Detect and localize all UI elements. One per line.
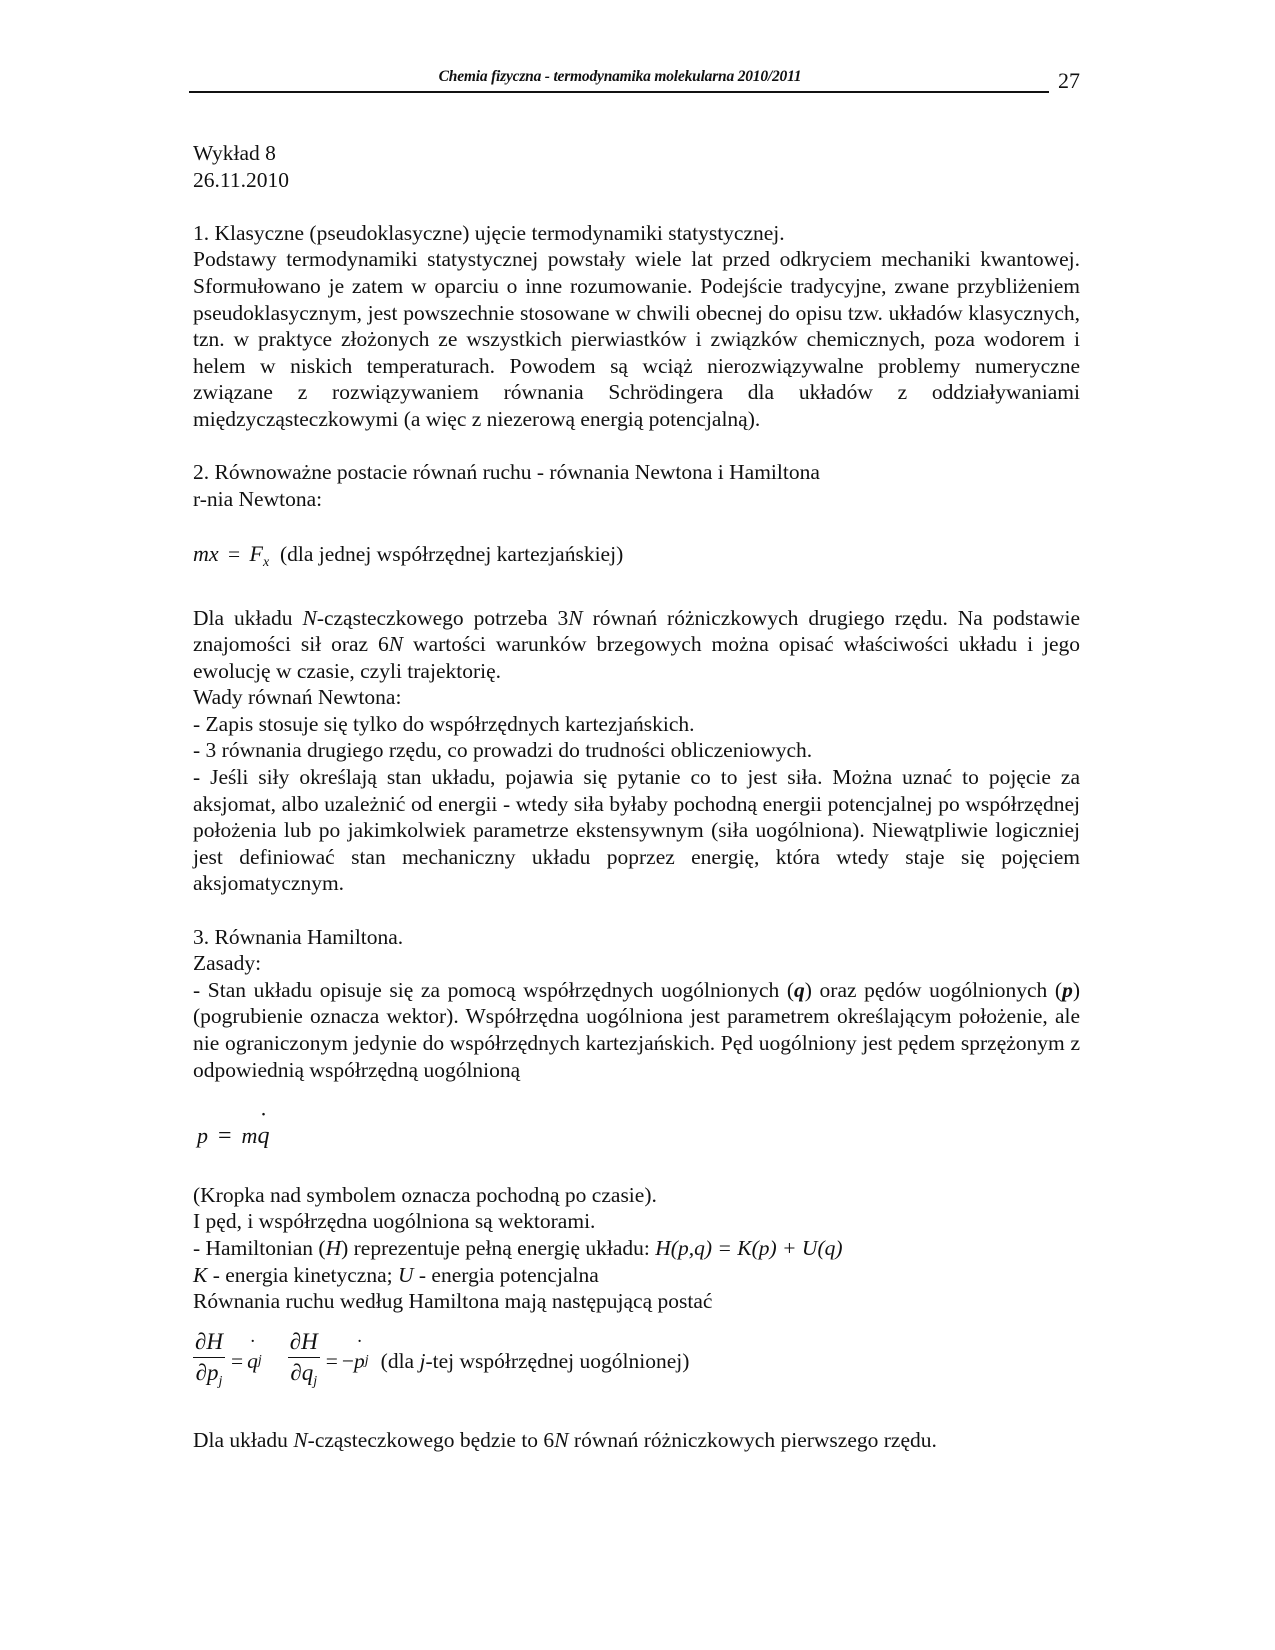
closing-sentence: Dla układu N-cząsteczkowego będzie to 6N równań różniczkowych pierwszego rzędu. <box>193 1427 937 1452</box>
section1-paragraph: Podstawy termodynamiki statystycznej powstały wiele lat przed odkryciem mechaniki kwantowej. Sformułowano je zatem w oparciu o inne rozumowanie. Podejście tradycyjne, zwane przybliżeniem pseudoklasycznym, jest powszechnie stosowane w chwili obecnej do opisu tzw. układów klasycznych, tzn. w praktyce złożonych ze wszystkich pierwiastków i związków chemicznych, poza wodorem i helem w niskich temperaturach. Powodem są wciąż nierozwiązywalne problemy numeryczne związane z rozwiązywaniem równania Schrödingera dla układów z oddziaływaniami międzycząsteczkowymi (a więc z niezerową energią potencjalną). <box>193 247 1080 431</box>
energy-terms: K - energia kinetyczna; U - energia potencjalna <box>193 1262 599 1287</box>
newton-equation: mx = $F_x$ (dla jednej współrzędnej kartezjańskiej) <box>193 540 624 570</box>
hamilton-eq-intro: Równania ruchu według Hamiltona mają następującą postać <box>193 1289 713 1314</box>
flaw-item: - 3 równania drugiego rzędu, co prowadzi do trudności obliczeniowych. <box>193 738 813 763</box>
hamilton-eq-note: (dla j-tej współrzędnej uogólnionej) <box>380 1349 690 1374</box>
flaw-item: - Zapis stosuje się tylko do współrzędnych kartezjańskich. <box>193 711 695 736</box>
section3-heading: 3. Równania Hamiltona. <box>193 924 404 949</box>
document-body <box>193 140 1080 1453</box>
hamilton-equations: $\frac{\partial H}{\partial p_j}$ = ˙ q j $\frac{\partial H}{\partial q_j}$ = − ˙ p j (dla j-tej współrzędnej uogólnionej) <box>193 1327 1080 1397</box>
newton-system-paragraph: Dla układu N-cząsteczkowego potrzeba 3N równań różniczkowych drugiego rzędu. Na podstawie znajomości sił oraz 6N wartości warunków brzegowych można opisać właściwości układu i jego ewolucję w czasie, czyli trajektorię. <box>193 605 1080 683</box>
flaw-item: - Jeśli siły określają stan układu, pojawia się pytanie co to jest siła. Można uznać to pojęcie za aksjomat, albo uzależnić od energii - wtedy siła byłaby pochodną energii potencjalnej po współrzędnej położenia lub po jakimkolwiek parametrze ekstensywnym (siła uogólniona). Niewątpliwie logiczniej jest definiować stan mechaniczny układu poprzez energię, która wtedy staje się pojęciem aksjomatycznym. <box>193 765 1080 896</box>
dot-note: (Kropka nad symbolem oznacza pochodną po czasie). <box>193 1182 657 1207</box>
header-rule <box>189 91 1049 93</box>
section1-heading: 1. Klasyczne (pseudoklasyczne) ujęcie termodynamiki statystycznej. <box>193 220 785 245</box>
rule-generalized-coordinates: - Stan układu opisuje się za pomocą współrzędnych uogólnionych (q) oraz pędów uogólnionych (p) (pogrubienie oznacza wektor). Współrzędna uogólniona jest parametrem określającym położenie, ale nie ograniczonym jedynie do współrzędnych kartezjańskich. Pęd uogólniony jest pędem sprzężonym z odpowiednią współrzędną uogólnioną <box>193 977 1080 1082</box>
momentum-equation: p = m˙ q <box>193 1123 1080 1150</box>
section2-heading: 2. Równoważne postacie równań ruchu - równania Newtona i Hamiltona <box>193 460 820 485</box>
rules-label: Zasady: <box>193 951 262 976</box>
fraction-dH-dp: $\frac{\partial H}{\partial p_j}$ <box>195 1328 223 1389</box>
section2-subheading: r-nia Newtona: <box>193 486 323 511</box>
hamiltonian-definition: - Hamiltonian (H) reprezentuje pełną energię układu: H(p,q) = K(p) + U(q) <box>193 1235 843 1260</box>
fraction-dH-dq: $\frac{\partial H}{\partial q_j}$ <box>289 1328 318 1389</box>
lecture-title: Wykład 8 <box>193 141 276 165</box>
lecture-date: 26.11.2010 <box>193 167 289 192</box>
running-title: Chemia fizyczna - termodynamika molekularna 2010/2011 <box>438 68 802 85</box>
vectors-note: I pęd, i współrzędna uogólniona są wektorami. <box>193 1209 596 1234</box>
running-header <box>189 66 1051 94</box>
newton-equation-note: (dla jednej współrzędnej kartezjańskiej) <box>279 541 624 566</box>
page-number: 27 <box>1058 68 1080 93</box>
flaws-heading: Wady równań Newtona: <box>193 685 402 710</box>
